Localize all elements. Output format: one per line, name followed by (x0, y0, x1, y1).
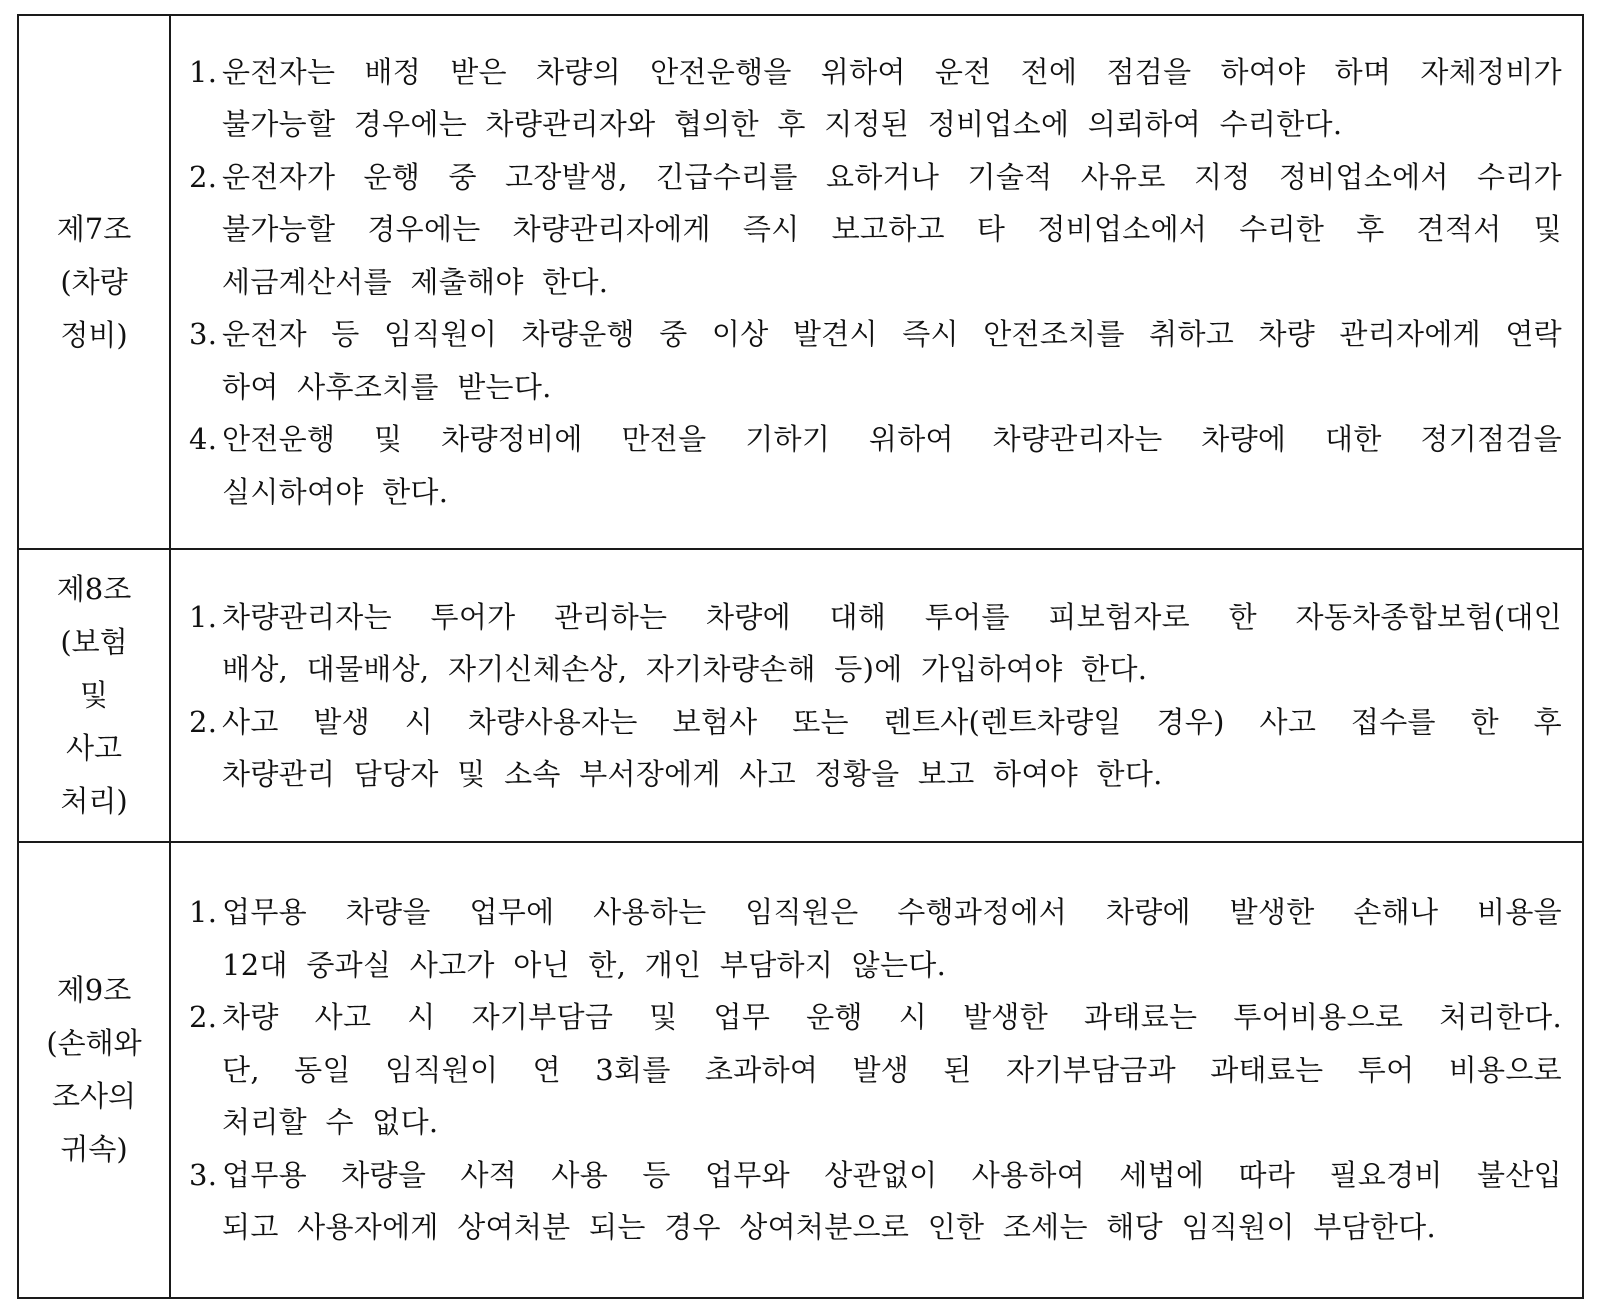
clause-text-line: 12대 중과실 사고가 아닌 한, 개인 부담하지 않는다. (222, 947, 947, 982)
clause-text-line: 차량 사고 시 자기부담금 및 업무 운행 시 발생한 과태료는 투어비용으로 처리한다. (222, 1000, 1562, 1035)
clause-text-line: 처리할 수 없다. (222, 1105, 439, 1140)
article-content-cell (170, 15, 1583, 549)
clause-item (189, 151, 1562, 309)
article-title-line: 사고 (65, 731, 123, 765)
article-number: 제8조 (56, 572, 132, 606)
clause-number: 2. (189, 159, 218, 194)
article-title-line: (손해와 (46, 1026, 142, 1060)
article-heading-cell (18, 15, 170, 549)
clause-item (189, 308, 1562, 413)
clause-number: 2. (189, 1000, 218, 1035)
article-heading-cell (18, 549, 170, 842)
clause-text-line: 불가능할 경우에는 차량관리자와 협의한 후 지정된 정비업소에 의뢰하여 수리한다. (222, 107, 1343, 142)
clause-text-line: 업무용 차량을 업무에 사용하는 임직원은 수행과정에서 차량에 발생한 손해나 비용을 (222, 895, 1562, 930)
clause-item (189, 991, 1562, 1149)
clause-item (189, 591, 1562, 696)
clause-number: 1. (189, 599, 218, 634)
clause-item (189, 1149, 1562, 1254)
clause-item (189, 46, 1562, 151)
article-title-line: (보험 (60, 625, 128, 659)
article-heading-cell (18, 842, 170, 1298)
clause-number: 1. (189, 54, 218, 89)
article-title-line: 정비) (60, 317, 128, 352)
clause-list (189, 886, 1562, 1254)
clause-item (189, 413, 1562, 518)
article-title-line: 처리) (60, 784, 128, 818)
article-row-9 (18, 842, 1583, 1298)
article-number: 제7조 (56, 211, 132, 246)
clause-number: 3. (189, 1157, 218, 1192)
clause-text-line: 운전자 등 임직원이 차량운행 중 이상 발견시 즉시 안전조치를 취하고 차량 관리자에게 연락 (222, 317, 1562, 352)
clause-text-line: 단, 동일 임직원이 연 3회를 초과하여 발생 된 자기부담금과 과태료는 투어 비용으로 (222, 1052, 1562, 1087)
article-content-cell (170, 549, 1583, 842)
clause-text-line: 세금계산서를 제출해야 한다. (222, 264, 609, 299)
clause-list (189, 46, 1562, 519)
clause-text-line: 운전자는 배정 받은 차량의 안전운행을 위하여 운전 전에 점검을 하여야 하며 자체정비가 (222, 54, 1562, 89)
article-title-line: 및 (79, 678, 108, 712)
article-title-line: (차량 (60, 264, 128, 299)
clause-text-line: 운전자가 운행 중 고장발생, 긴급수리를 요하거나 기술적 사유로 지정 정비업소에서 수리가 (222, 159, 1562, 194)
article-content-cell (170, 842, 1583, 1298)
clause-text-line: 불가능할 경우에는 차량관리자에게 즉시 보고하고 타 정비업소에서 수리한 후 견적서 및 (222, 212, 1562, 247)
clause-list (189, 591, 1562, 801)
clause-text-line: 사고 발생 시 차량사용자는 보험사 또는 렌트사(렌트차량일 경우) 사고 접수를 한 후 (222, 704, 1562, 739)
clause-item (189, 696, 1562, 801)
clause-text-line: 되고 사용자에게 상여처분 되는 경우 상여처분으로 인한 조세는 해당 임직원이 부담한다. (222, 1210, 1437, 1245)
article-title-line: 귀속) (60, 1132, 128, 1166)
article-title-line: 조사의 (51, 1079, 137, 1113)
clause-number: 2. (189, 704, 218, 739)
clause-text-line: 차량관리 담당자 및 소속 부서장에게 사고 정황을 보고 하여야 한다. (222, 757, 1163, 791)
clause-number: 1. (189, 895, 218, 930)
clause-text-line: 차량관리자는 투어가 관리하는 차량에 대해 투어를 피보험자로 한 자동차종합보험(대인 (222, 599, 1562, 634)
clause-text-line: 업무용 차량을 사적 사용 등 업무와 상관없이 사용하여 세법에 따라 필요경비 불산입 (222, 1157, 1562, 1192)
article-row-8 (18, 549, 1583, 842)
article-row-7 (18, 15, 1583, 549)
clause-number: 4. (189, 422, 218, 457)
regulation-table (17, 14, 1584, 1299)
clause-item (189, 886, 1562, 991)
clause-text-line: 배상, 대물배상, 자기신체손상, 자기차량손해 등)에 가입하여야 한다. (222, 652, 1148, 686)
clause-text-line: 하여 사후조치를 받는다. (222, 369, 552, 404)
article-number: 제9조 (56, 973, 132, 1007)
clause-text-line: 안전운행 및 차량정비에 만전을 기하기 위하여 차량관리자는 차량에 대한 정기점검을 (222, 422, 1562, 457)
clause-text-line: 실시하여야 한다. (222, 474, 449, 509)
clause-number: 3. (189, 317, 218, 352)
